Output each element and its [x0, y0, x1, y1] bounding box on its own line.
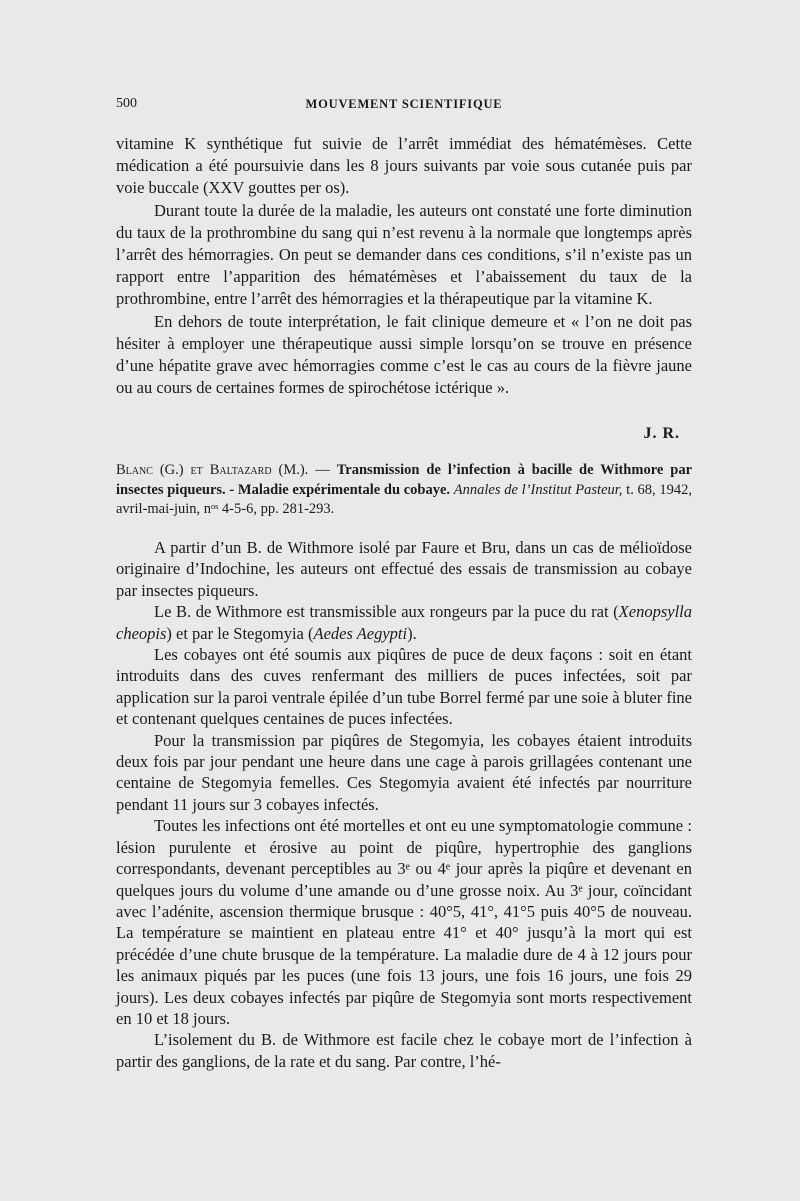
reference-journal: Annales de l’Institut Pasteur,: [453, 481, 623, 498]
paragraph: Les cobayes ont été soumis aux piqûres de puce de deux façons : soit en étant introduits dans des cuves renfermant des milliers de puces infectées, soit par application sur la paroi ventrale épilée d’un tube Borrel fermé par une soie à bluter fine et contenant quelques centaines de puces infectées.: [116, 645, 692, 729]
reference-title: Transmission de l’infection à bacille de Withmore par insectes piqueurs. - Maladie expérimentale du cobaye.: [116, 462, 693, 498]
author-signature: J. R.: [643, 425, 680, 442]
bibliographic-reference: [116, 461, 692, 520]
paragraph: vitamine K synthétique fut suivie de l’arrêt immédiat des hématémèses. Cette médication a été poursuivie dans les 8 jours suivants par voie sous cutanée puis par voie buccale (XXV gouttes per os).: [116, 134, 692, 198]
page-header: [116, 96, 692, 120]
page-number: 500: [116, 96, 137, 111]
continued-article-text: [116, 133, 692, 399]
paragraph: Le B. de Withmore est transmissible aux rongeurs par la puce du rat (Xenopsylla cheopis) et par le Stegomyia (Aedes Aegypti).: [116, 602, 692, 643]
reference-details: t. 68, 1942, avril-mai-juin, nᵒˢ 4-5-6, pp. 281-293.: [116, 481, 693, 517]
paragraph: Durant toute la durée de la maladie, les auteurs ont constaté une forte diminution du taux de la prothrombine du sang qui n’est revenu à la normale que longtemps après l’arrêt des hémorragies. On peut se demander dans ces conditions, s’il n’existe pas un rapport entre l’apparition des hématémèses et l’abaissement du taux de la prothrombine, entre l’arrêt des hémorragies et la thérapeutique par la vitamine K.: [116, 200, 692, 309]
species-name: Xenopsylla cheopis: [116, 602, 692, 643]
paragraph: En dehors de toute interprétation, le fait clinique demeure et « l’on ne doit pas hésiter à employer une thérapeutique aussi simple lorsqu’on se trouve en présence d’une hépatite grave avec hémorragies comme c’est le cas au cours de la fièvre jaune ou au cours de certaines formes de spirochétose ictérique ».: [116, 311, 692, 398]
running-head: MOUVEMENT SCIENTIFIQUE: [305, 97, 503, 111]
paragraph: A partir d’un B. de Withmore isolé par Faure et Bru, dans un cas de mélioïdose originaire d’Indochine, les auteurs ont effectué des essais de transmission au cobaye par insectes piqueurs.: [116, 538, 692, 600]
species-name: Aedes Aegypti: [313, 623, 408, 643]
abstract-text: [116, 537, 692, 1072]
paragraph: L’isolement du B. de Withmore est facile chez le cobaye mort de l’infection à partir des ganglions, de la rate et du sang. Par contre, l’hé-: [116, 1030, 692, 1071]
paragraph: Pour la transmission par piqûres de Stegomyia, les cobayes étaient introduits deux fois par jour pendant une heure dans une cage à parois grillagées contenant une centaine de Stegomyia femelles. Ces Stegomyia avaient été infectés par nourriture pendant 11 jours sur 3 cobayes infectés.: [116, 730, 692, 814]
reference-authors: Blanc (G.) et Baltazard (M.). —: [116, 462, 330, 478]
paragraph: Toutes les infections ont été mortelles et ont eu une symptomatologie commune : lésion purulente et érosive au point de piqûre, hypertrophie des ganglions correspondants, devenant perceptibles au 3ᵉ ou 4ᵉ jour après la piqûre et devenant en quelques jours du volume d’une amande ou d’une grosse noix. Au 3ᵉ jour, coïncidant avec l’adénite, ascension thermique brusque : 40°5, 41°, 41°5 puis 40°5 de nouveau. La température se maintient en plateau entre 41° et 40° jusqu’à la mort qui est précédée d’une chute brusque de la température. La maladie dure de 4 à 12 jours pour les animaux piqués par les puces (une fois 13 jours, une fois 16 jours, une fois 29 jours). Les deux cobayes infectés par piqûre de Stegomyia sont morts respectivement en 10 et 18 jours.: [116, 816, 692, 1028]
